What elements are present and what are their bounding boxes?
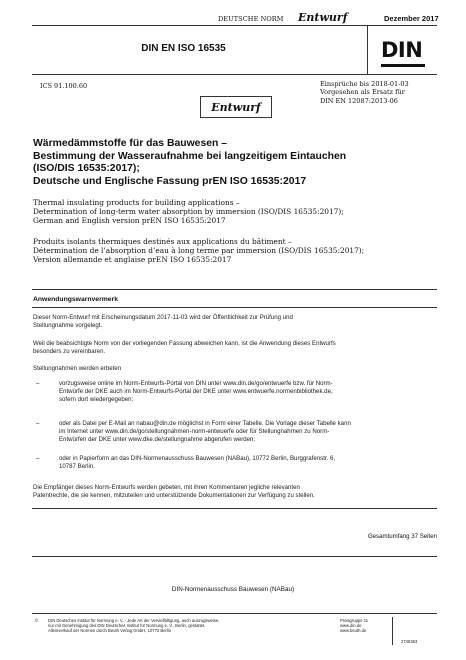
header-logo-divider — [367, 25, 368, 74]
norm-type-label: DEUTSCHE NORM — [218, 15, 284, 23]
bullet-line: sofern dort wiedergegeben; — [59, 395, 134, 403]
website-link[interactable]: www.din.de — [340, 623, 362, 628]
title-english-line: German and English version prEN ISO 16535:2017 — [33, 216, 226, 226]
title-german-line: Wärmedämmstoffe für das Bauwesen – — [33, 138, 228, 149]
price-group-line: Preisgruppe 11 — [340, 618, 369, 623]
replacement-line: Vorgesehen als Ersatz für — [320, 88, 405, 97]
status-box: Entwurf — [200, 96, 272, 118]
bullet-dash: – — [36, 380, 40, 387]
title-german-line: (ISO/DIS 16535:2017); — [33, 163, 140, 175]
din-logo: DIN — [381, 38, 423, 62]
title-german-line: Bestimmung der Wasseraufnahme bei langzeitigem Eintauchen — [33, 150, 347, 162]
replacement-info — [320, 80, 409, 105]
footer-divider — [392, 617, 393, 645]
header-status: Entwurf — [298, 11, 348, 24]
title-french-line: Détermination de l’absorption d’eau à long terme par immersion (ISO/DIS 16535:2017); — [33, 246, 365, 256]
bullet-line: oder in Papierform an das DIN-Normenausschuss Bauwesen (NABau), 10772 Berlin, Burggrafenstr. 6, — [59, 455, 336, 462]
bullet-line: 10787 Berlin. — [59, 462, 95, 470]
replacement-line: DIN EN 12087:2013-06 — [320, 96, 398, 105]
bullet-line: vorzugsweise online im Norm-Entwurfs-Portal von DIN unter www.din.de/go/entwuerfe bzw. für Norm- — [59, 380, 333, 387]
title-english — [33, 198, 344, 225]
title-english-line: Determination of long-term water absorption by immersion (ISO/DIS 16535:2017); — [33, 207, 344, 217]
din-logo-underline — [381, 64, 425, 67]
copyright-symbol: © — [35, 618, 39, 623]
warning-paragraph-1 — [33, 314, 293, 330]
header-rule-top — [32, 25, 437, 26]
replacement-line: Einsprüche bis 2018-01-03 — [320, 80, 409, 88]
title-french — [33, 237, 364, 264]
warning-paragraph-4 — [33, 484, 315, 500]
warning-heading: Anwendungswarnvermerk — [33, 296, 118, 303]
bullet-line: oder als Datei per E-Mail an nabau@din.de möglichst in Form einer Tabelle. Die Vorlage dieser Tabelle kann — [59, 420, 351, 427]
document-number: 2748363 — [401, 639, 418, 644]
bullet-item-paper — [59, 455, 335, 471]
bullet-item-email — [59, 420, 351, 443]
paragraph-line: Stellungnahme vorgelegt. — [33, 321, 103, 329]
bullet-dash: – — [36, 420, 40, 427]
copyright-line: DIN Deutsches Institut für Normung e. V. · Jede Art der Vervielfältigung, auch auszugsweise, — [48, 618, 220, 623]
price-group — [340, 618, 368, 633]
paragraph-line: Die Empfänger dieses Norm-Entwurfs werden gebeten, mit ihren Kommentaren jegliche relevanten — [33, 484, 300, 491]
copyright-line: nur mit Genehmigung des DIN Deutsches Institut für Normung e. V., Berlin, gestattet. — [48, 623, 206, 628]
title-english-line: Thermal insulating products for building applications – — [33, 198, 240, 207]
author-rule — [32, 556, 437, 557]
ics-code: ICS 91.100.60 — [40, 82, 88, 90]
warning-rule-end — [32, 508, 437, 509]
bullet-line: Entwürfen der DKE unter www.dke.de/stellungnahme abgerufen werden; — [59, 435, 256, 443]
copyright-line: Alleinverkauf der Normen durch Beuth Verlag GmbH, 10772 Berlin — [48, 628, 172, 633]
committee-name: DIN-Normenausschuss Bauwesen (NABau) — [171, 586, 295, 593]
paragraph-line: besonders zu vereinbaren. — [33, 347, 106, 355]
title-french-line: Version allemande et anglaise prEN ISO 16535:2017 — [33, 255, 232, 265]
warning-paragraph-3: Stellungnahmen werden erbeten — [33, 365, 122, 372]
header-rule-bottom — [32, 74, 437, 75]
footer-rule — [32, 613, 437, 614]
paragraph-line: Dieser Norm-Entwurf mit Erscheinungsdatum 2017-11-03 wird der Öffentlichkeit zur Prüfung und — [33, 314, 293, 321]
bullet-line: im Internet unter www.din.de/go/stellungnahmen-norm-entwuerfe oder für Stellungnahmen zu Norm- — [59, 427, 330, 435]
paragraph-line: Patentrechte, die sie kennen, mitzuteilen und unterstützende Dokumentationen zur Verfügung zu stellen. — [33, 491, 315, 499]
warning-rule-bottom — [32, 307, 437, 308]
warning-rule-top — [32, 289, 437, 290]
paragraph-line: Weil die beabsichtigte Norm von der vorliegenden Fassung abweichen kann, ist die Anwendung dieses Entwurfs — [33, 340, 336, 347]
standard-number: DIN EN ISO 16535 — [141, 43, 226, 54]
total-pages: Gesamtumfang 37 Seiten — [367, 533, 437, 540]
title-french-line: Produits isolants thermiques destinés aux applications du bâtiment – — [33, 237, 292, 246]
bullet-line: Entwürfe der DKE auch im Norm-Entwurfs-Portal der DKE unter www.entwuerfe.normenbibliothek.de, — [59, 387, 333, 395]
warning-paragraph-2 — [33, 340, 336, 356]
title-german-line: Deutsche und Englische Fassung prEN ISO 16535:2017 — [33, 175, 307, 187]
bullet-item-online — [59, 380, 333, 403]
copyright-notice — [48, 618, 219, 633]
title-german — [33, 138, 346, 188]
website-link[interactable]: www.beuth.de — [340, 628, 367, 633]
header-date: Dezember 2017 — [384, 14, 439, 23]
bullet-dash: – — [36, 455, 40, 462]
